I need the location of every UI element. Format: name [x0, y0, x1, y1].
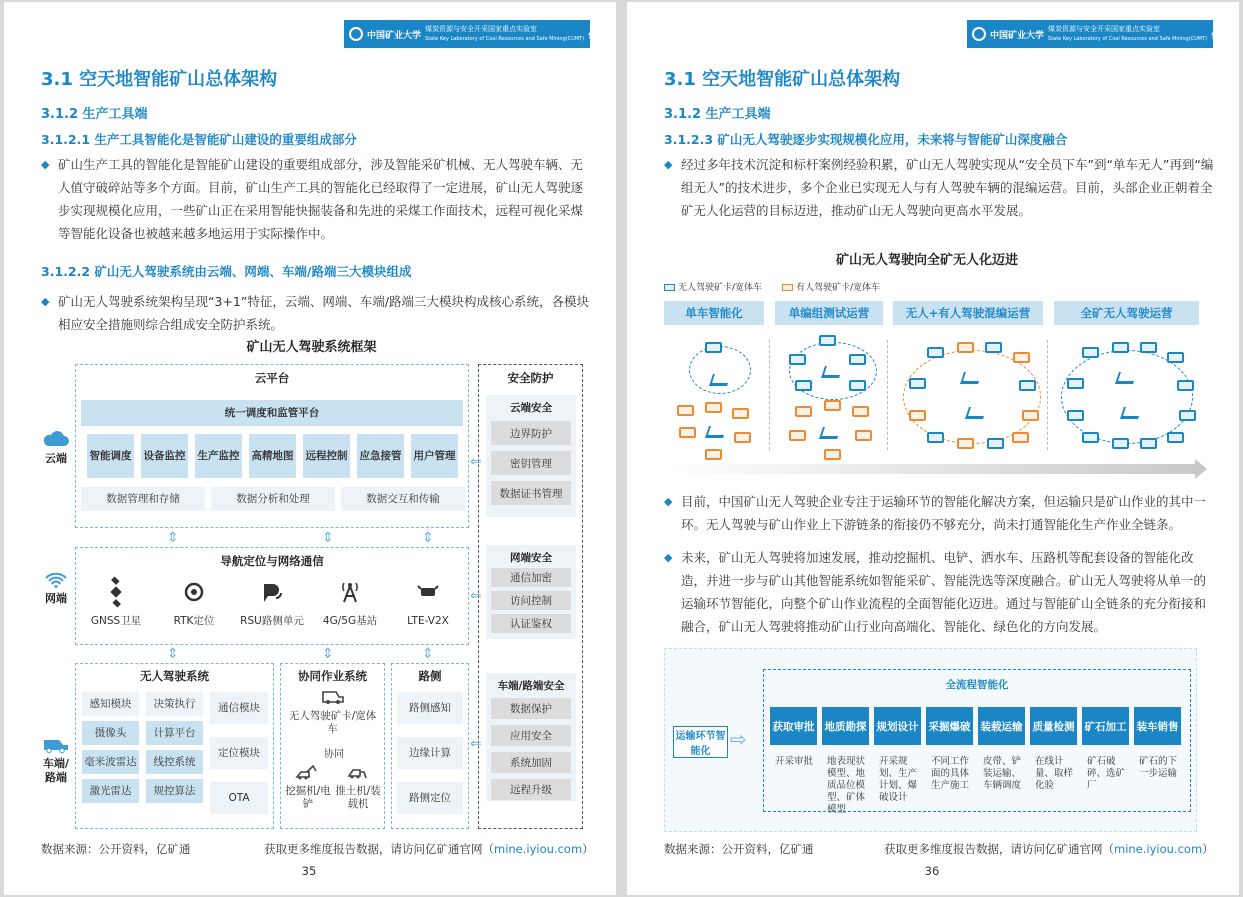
footer-paren: ）	[1202, 842, 1214, 856]
unmanned-truck-icon	[1082, 432, 1099, 443]
excavator-icon	[705, 426, 727, 438]
process-step: 质量检测	[1030, 707, 1077, 745]
up-down-arrow-icon: ⇕	[322, 530, 334, 546]
unmanned-truck-icon	[1019, 380, 1036, 391]
security-item: 数据证书管理	[491, 481, 571, 505]
up-down-arrow-icon: ⇕	[167, 530, 179, 546]
university-name: 中国矿业大学	[990, 30, 1045, 41]
stage-divider	[887, 340, 888, 450]
roadside-title: 路侧	[418, 669, 442, 683]
autonomous-component: 通信模块	[210, 692, 268, 724]
unmanned-truck-icon	[1112, 438, 1129, 449]
roadside-unit-icon	[260, 580, 284, 604]
brand-logo: 亿矿通	[588, 30, 616, 41]
network-item-label: RTK定位	[173, 614, 215, 627]
cooperative-system-title: 协同作业系统	[298, 669, 367, 683]
v2x-icon	[416, 580, 440, 604]
page-36	[627, 2, 1239, 895]
process-step-desc: 地表现状模型、地质品位模型、矿体模型	[827, 756, 866, 815]
autonomous-component: 计算平台	[146, 721, 203, 745]
chart-title: 矿山无人驾驶向全矿无人化迈进	[835, 253, 1018, 268]
process-step-desc: 皮带、铲装运输、车辆调度	[983, 756, 1022, 791]
security-item: 访问控制	[491, 591, 571, 610]
unmanned-truck-icon	[927, 432, 944, 443]
stage-divider	[769, 340, 770, 450]
manned-truck-icon	[957, 342, 974, 353]
wifi-icon	[44, 572, 68, 588]
up-down-arrow-icon: ⇕	[422, 530, 434, 546]
network-item-label: RSU路侧单元	[240, 614, 304, 627]
manned-truck-icon	[824, 449, 841, 460]
data-source: 数据来源：公开资料，亿矿通	[41, 842, 191, 856]
header-logo	[967, 20, 1239, 48]
paragraph-1: ◆ 经过多年技术沉淀和标杆案例经验积累，矿山无人驾驶实现从“安全员下车”到“单车无人”再到“编组无人”的技术进步，多个企业已实现无人与有人驾驶车辆的混编运营。目前，头部企业正朝着全矿无人化运营的目标迈进，推动矿山无人驾驶向更高水平发展。	[664, 153, 1216, 222]
university-name: 中国矿业大学	[367, 30, 422, 41]
stage-1: 单车智能化	[664, 301, 764, 325]
paragraph-1: ◆ 矿山生产工具的智能化是智能矿山建设的重要组成部分，涉及智能采矿机械、无人驾驶车辆、无人值守破碎站等多个方面。目前，矿山生产工具的智能化已经取得了一定进展，矿山无人驾驶逐步实现规模化应用，一些矿山正在采用智能快掘装备和先进的采煤工作面技术，远程可视化采煤等智能化设备也被越来越多地运用于实际操作中。	[41, 153, 593, 245]
section-subtitle: 3.1.2 生产工具端	[664, 107, 771, 122]
manned-truck-icon	[789, 430, 806, 441]
vehicle-security-title: 车端/路端安全	[497, 680, 565, 692]
lab-name-en: State Key Laboratory of Coal Resources and Safe Mining(CUMT)	[1048, 35, 1208, 42]
footer-more-info	[884, 841, 1214, 857]
manned-truck-icon	[734, 432, 751, 443]
cloud-security-title: 云端安全	[510, 402, 552, 414]
cloud-module: 生产监控	[195, 434, 242, 478]
footer-text: 获取更多维度报告数据，请访问亿矿通官网（	[884, 842, 1114, 856]
cloud-module: 远程控制	[303, 434, 350, 478]
excavator-icon	[819, 427, 841, 439]
fleet-ring	[903, 350, 1041, 444]
unmanned-truck-icon	[1140, 438, 1157, 449]
autonomous-component: 定位模块	[210, 737, 268, 769]
manned-truck-icon	[679, 427, 696, 438]
fleet-ring	[689, 346, 751, 394]
roadside-component: 边缘计算	[397, 737, 463, 769]
security-title: 安全防护	[507, 371, 554, 385]
network-item-label: LTE-V2X	[407, 614, 449, 627]
orange-truck-icon	[782, 284, 793, 291]
manned-truck-icon	[705, 402, 722, 413]
unmanned-truck-icon	[1179, 410, 1196, 421]
security-item: 认证鉴权	[491, 614, 571, 633]
progress-arrow	[664, 464, 1201, 474]
manned-truck-icon	[677, 405, 694, 416]
excavator-icon	[295, 764, 317, 780]
page-number: 35	[301, 864, 317, 878]
page-title: 3.1 空天地智能矿山总体架构	[664, 69, 901, 90]
chart-title: 矿山无人驾驶系统框架	[246, 340, 377, 355]
section-heading-1: 3.1.2.1 生产工具智能化是智能矿山建设的重要组成部分	[41, 132, 357, 147]
footer-text: 获取更多维度报告数据，请访问亿矿通官网（	[264, 842, 494, 856]
process-step: 地质勘探	[822, 707, 869, 745]
security-item: 系统加固	[491, 752, 571, 773]
page-35	[4, 2, 616, 895]
unmanned-truck-icon	[1112, 342, 1129, 353]
coop-excavator-label: 挖掘机/电铲	[285, 785, 331, 810]
security-item: 边界防护	[491, 421, 571, 445]
footer-more-info	[264, 841, 594, 857]
unmanned-truck-icon	[987, 438, 1004, 449]
cloud-platform-title: 云平台	[254, 371, 290, 385]
section-heading: 3.1.2.3 矿山无人驾驶逐步实现规模化应用，未来将与智能矿山深度融合	[664, 132, 1068, 147]
page-title: 3.1 空天地智能矿山总体架构	[41, 69, 278, 90]
target-icon	[182, 580, 206, 604]
manned-truck-icon	[795, 406, 812, 417]
up-down-arrow-icon: ⇕	[422, 646, 434, 662]
autonomous-component: 激光雷达	[82, 779, 139, 803]
paragraph-2: ◆ 目前，中国矿山无人驾驶企业专注于运输环节的智能化解决方案，但运输只是矿山作业的其中一环。无人驾驶与矿山作业上下游链条的衔接仍不够充分，尚未打通智能化生产作业全链条。	[664, 490, 1216, 536]
up-down-arrow-icon: ⇕	[322, 646, 334, 662]
section-subtitle: 3.1.2 生产工具端	[41, 107, 148, 122]
process-step-desc: 开采审批	[775, 756, 814, 767]
cloud-side-text: 云端	[45, 452, 67, 465]
up-down-arrow-icon: ⇕	[167, 646, 179, 662]
lab-name: 煤炭资源与安全开采国家重点实验室	[1048, 24, 1161, 33]
unmanned-truck-icon	[705, 342, 722, 353]
section-heading-2: 3.1.2.2 矿山无人驾驶系统由云端、网端、车端/路端三大模块组成	[41, 264, 412, 279]
network-title: 导航定位与网络通信	[220, 554, 324, 568]
data-source: 数据来源：公开资料，亿矿通	[664, 842, 814, 856]
university-seal-icon	[349, 27, 363, 41]
coop-main-label: 无人驾驶矿卡/宽体车	[288, 710, 377, 735]
manned-truck-icon	[1013, 352, 1030, 363]
cloud-icon	[42, 430, 70, 448]
autonomous-component: 摄像头	[82, 721, 139, 745]
stage-4: 全矿无人驾驶运营	[1054, 301, 1199, 325]
cloud-data-item: 数据管理和存储	[81, 487, 205, 511]
university-seal-icon	[972, 27, 986, 41]
manned-truck-icon	[909, 410, 926, 421]
process-step-desc: 矿石的下一步运输	[1139, 756, 1178, 779]
autonomous-component: 毫米波雷达	[82, 750, 139, 774]
unmanned-truck-icon	[985, 342, 1002, 353]
manned-truck-icon	[1022, 410, 1039, 421]
manned-truck-icon	[824, 400, 841, 411]
left-arrow-icon: ⇐	[470, 588, 482, 604]
arrow-head-icon	[1195, 459, 1207, 479]
vehicle-side-text: 车端/路端	[42, 757, 70, 784]
paragraph-2: ◆ 矿山无人驾驶系统架构呈现“3+1”特征，云端、网端、车端/路端三大模块构成核心系统，各模块相应安全措施则综合组成安全防护系统。	[41, 290, 593, 336]
manned-truck-icon	[852, 406, 869, 417]
process-step-desc: 矿石破碎、选矿厂	[1087, 756, 1126, 791]
security-item: 应用安全	[491, 725, 571, 746]
full-process-title: 全流程智能化	[945, 679, 1009, 691]
flow-left-box: 运输环节智能化	[673, 726, 728, 758]
autonomous-component: 规控算法	[146, 779, 203, 803]
legend-unmanned	[664, 280, 762, 293]
unmanned-truck-icon	[1167, 432, 1184, 443]
footer-link[interactable]: mine.iyiou.com	[1114, 842, 1203, 856]
coop-bulldozer-label: 推土机/装载机	[335, 785, 381, 810]
cloud-data-item: 数据交互和传输	[341, 487, 465, 511]
cloud-data-item: 数据分析和处理	[211, 487, 335, 511]
footer-link[interactable]: mine.iyiou.com	[494, 842, 583, 856]
manned-truck-icon	[855, 430, 872, 441]
autonomous-component: 线控系统	[146, 750, 203, 774]
network-side-text: 网端	[45, 592, 67, 605]
manned-truck-icon	[957, 438, 974, 449]
left-arrow-icon: ⇐	[470, 454, 482, 470]
process-step: 获取审批	[770, 707, 817, 745]
process-step-desc: 不同工作面的具体生产施工	[931, 756, 970, 791]
left-arrow-icon: ⇐	[470, 736, 482, 752]
right-arrow-icon: ⇨	[730, 727, 747, 751]
satellite-icon	[104, 580, 128, 604]
fleet-ring	[1061, 350, 1193, 444]
unmanned-truck-icon	[849, 354, 866, 365]
legend-unmanned-label: 无人驾驶矿卡/宽体车	[678, 283, 763, 293]
vehicle-side-label	[40, 737, 72, 785]
process-step: 规划设计	[874, 707, 921, 745]
header-logo	[344, 20, 616, 48]
footer-paren: ）	[582, 842, 594, 856]
process-step: 装载运输	[978, 707, 1025, 745]
cell-tower-icon	[338, 580, 362, 604]
stage-2: 单编组测试运营	[775, 301, 883, 325]
cloud-module: 应急接管	[357, 434, 404, 478]
lab-name: 煤炭资源与安全开采国家重点实验室	[425, 24, 538, 33]
cloud-module: 用户管理	[411, 434, 458, 478]
unmanned-truck-icon	[1140, 342, 1157, 353]
stage-3: 无人+有人驾驶混编运营	[893, 301, 1043, 325]
manned-truck-icon	[705, 449, 722, 460]
manned-truck-icon	[1012, 432, 1029, 443]
stage-divider	[1047, 340, 1048, 450]
unmanned-truck-icon	[927, 347, 944, 358]
autonomous-component: 决策执行	[146, 692, 203, 716]
network-security-title: 网端安全	[510, 552, 552, 564]
lab-name-en: State Key Laboratory of Coal Resources and Safe Mining(CUMT)	[425, 35, 585, 42]
cloud-module: 设备监控	[141, 434, 188, 478]
unmanned-truck-icon	[1177, 380, 1194, 391]
cloud-module: 智能调度	[87, 434, 134, 478]
unmanned-truck-icon	[795, 380, 812, 391]
process-step-desc: 开采规划、生产计划、爆破设计	[879, 756, 918, 803]
security-item: 密钥管理	[491, 451, 571, 475]
unmanned-truck-icon	[849, 380, 866, 391]
unmanned-truck-icon	[789, 354, 806, 365]
truck-icon	[43, 737, 69, 753]
page-number: 36	[924, 864, 940, 878]
cloud-side-label	[40, 430, 72, 466]
network-item-label: 4G/5G基站	[322, 614, 378, 627]
process-step-desc: 在线计量、取样化验	[1035, 756, 1074, 791]
unmanned-truck-icon	[1167, 352, 1184, 363]
process-step: 采掘爆破	[926, 707, 973, 745]
legend-manned-label: 有人驾驶矿卡/宽体车	[796, 283, 881, 293]
unmanned-truck-icon	[909, 378, 926, 389]
unmanned-truck-icon	[1082, 347, 1099, 358]
cloud-module: 高精地图	[249, 434, 296, 478]
autonomous-component: OTA	[210, 782, 268, 814]
autonomous-component: 感知模块	[82, 692, 139, 716]
roadside-component: 路侧感知	[397, 692, 463, 724]
security-item: 数据保护	[491, 698, 571, 719]
unmanned-truck-icon	[1067, 378, 1084, 389]
unmanned-truck-icon	[819, 335, 836, 346]
roadside-component: 路侧定位	[397, 782, 463, 814]
brand-logo: 亿矿通	[1211, 30, 1239, 41]
bulldozer-icon	[346, 764, 368, 780]
legend-manned	[782, 280, 880, 293]
network-side-label	[40, 572, 72, 606]
mining-truck-icon	[322, 689, 344, 705]
blue-truck-icon	[664, 284, 675, 291]
unmanned-truck-icon	[1067, 410, 1084, 421]
coop-mid-label: 协同	[324, 748, 344, 760]
security-item: 远程升级	[491, 779, 571, 800]
security-item: 通信加密	[491, 568, 571, 587]
process-step: 矿石加工	[1082, 707, 1129, 745]
dispatch-platform-bar: 统一调度和监管平台	[81, 400, 463, 426]
paragraph-3: ◆ 未来，矿山无人驾驶将加速发展，推动挖掘机、电铲、洒水车、压路机等配套设备的智能化改造，并进一步与矿山其他智能系统如智能采矿、智能洗选等深度融合。矿山无人驾驶将从单一的运输环节智能化，向整个矿山作业流程的全面智能化迈进。通过与智能矿山全链条的充分衔接和融合，矿山无人驾驶将推动矿山行业向高端化、智能化、绿色化的方向发展。	[664, 546, 1216, 638]
autonomous-system-title: 无人驾驶系统	[140, 669, 209, 683]
network-item-label: GNSS卫星	[90, 614, 142, 627]
process-step: 装车销售	[1134, 707, 1181, 745]
manned-truck-icon	[732, 408, 749, 419]
